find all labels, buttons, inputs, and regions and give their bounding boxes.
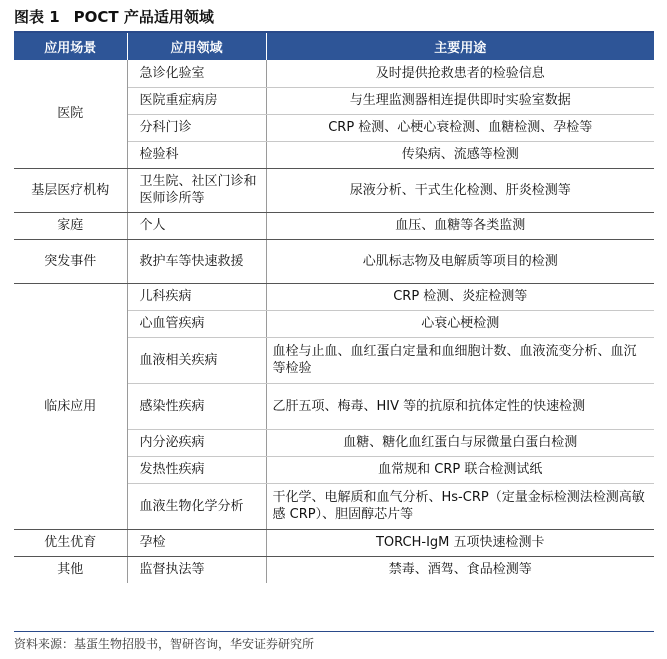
scene-cell: 突发事件 — [14, 239, 127, 283]
use-cell: 禁毒、酒驾、食品检测等 — [388, 562, 532, 578]
use-cell: 及时提供抢救患者的检验信息 — [266, 60, 654, 87]
header-row — [14, 33, 654, 60]
scene-cell: 家庭 — [14, 212, 127, 239]
use-cell: 血压、血糖等各类监测 — [266, 212, 654, 239]
scene-cell: 临床应用 — [14, 283, 127, 529]
source-note: 资料来源：基蛋生物招股书，智研咨询，华安证券研究所 — [14, 637, 315, 651]
table-row — [14, 168, 654, 212]
use-cell: 传染病、流感等检测 — [266, 141, 654, 168]
figure-title: POCT 产品适用领域 — [73, 8, 214, 26]
use-cell: 与生理监测器相连提供即时实验室数据 — [266, 87, 654, 114]
field-cell: 检验科 — [127, 141, 266, 168]
scene-cell: 基层医疗机构 — [14, 168, 127, 212]
field-cell: 心血管疾病 — [127, 310, 266, 337]
use-cell: 尿液分析、干式生化检测、肝炎检测等 — [266, 168, 654, 212]
table-row — [14, 529, 654, 556]
table-row — [14, 283, 654, 310]
use-cell: 血糖、糖化血红蛋白与尿微量白蛋白检测 — [266, 429, 654, 456]
use-cell: 血栓与止血、血红蛋白定量和血细胞计数、血液流变分析、血沉等检验 — [266, 337, 654, 383]
table-row — [14, 212, 654, 239]
field-cell: 感染性疾病 — [127, 383, 266, 429]
field-cell: 监督执法等 — [127, 556, 266, 583]
use-cell: 心衰心梗检测 — [266, 310, 654, 337]
field-cell: 急诊化验室 — [127, 60, 266, 87]
use-cell: 乙肝五项、梅毒、HIV 等的抗原和抗体定性的快速检测 — [266, 383, 654, 429]
use-cell: 心肌标志物及电解质等项目的检测 — [266, 239, 654, 283]
field-cell: 内分泌疾病 — [127, 429, 266, 456]
scene-cell: 医院 — [14, 60, 127, 168]
field-cell: 儿科疾病 — [127, 283, 266, 310]
poct-application-table — [14, 33, 654, 583]
figure-label: 图表 1 — [14, 8, 60, 26]
field-cell: 发热性疾病 — [127, 456, 266, 483]
use-cell: 血常规和 CRP 联合检测试纸 — [266, 456, 654, 483]
field-cell: 卫生院、社区门诊和医师诊所等 — [127, 168, 266, 212]
table-row — [14, 556, 654, 583]
field-cell: 个人 — [127, 212, 266, 239]
scene-cell: 优生优育 — [14, 529, 127, 556]
field-cell: 孕检 — [127, 529, 266, 556]
field-cell: 血液生物化学分析 — [127, 483, 266, 529]
field-cell: 血液相关疾病 — [127, 337, 266, 383]
col-header-field: 应用领域 — [127, 33, 266, 60]
table-row — [14, 239, 654, 283]
use-cell: TORCH-IgM 五项快速检测卡 — [266, 529, 654, 556]
table-title — [14, 6, 214, 28]
field-cell: 分科门诊 — [127, 114, 266, 141]
col-header-scene: 应用场景 — [14, 33, 127, 60]
col-header-use: 主要用途 — [266, 33, 654, 60]
use-cell: CRP 检测、炎症检测等 — [266, 283, 654, 310]
field-cell: 医院重症病房 — [127, 87, 266, 114]
use-cell: CRP 检测、心梗心衰检测、血糖检测、孕检等 — [266, 114, 654, 141]
table-row — [14, 60, 654, 87]
field-cell: 救护车等快速救援 — [127, 239, 266, 283]
bottom-rule — [14, 631, 654, 632]
use-cell: 干化学、电解质和血气分析、Hs-CRP（定量金标检测法检测高敏感 CRP）、胆固醇芯片等 — [266, 483, 654, 529]
scene-cell: 其他 — [14, 556, 127, 583]
